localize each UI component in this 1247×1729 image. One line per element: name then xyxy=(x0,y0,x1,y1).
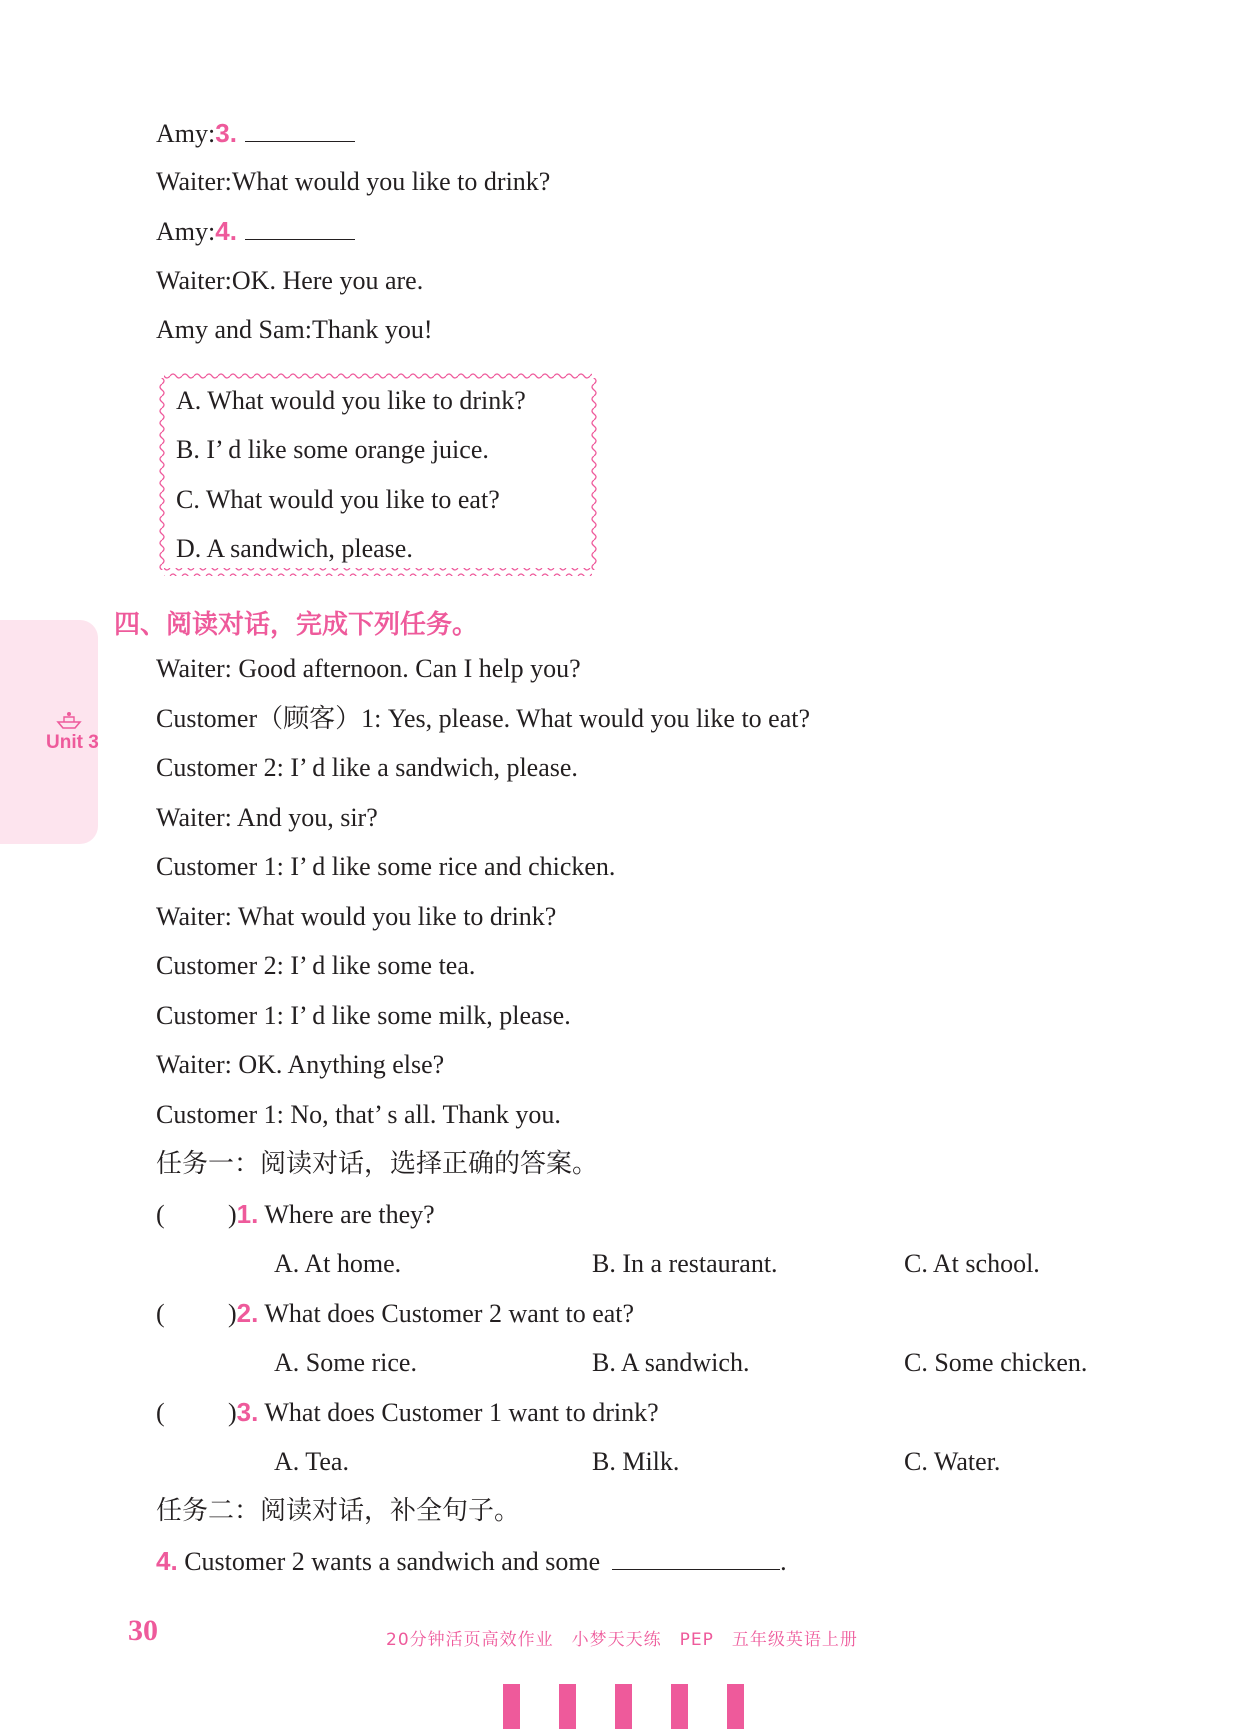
task2-heading: 任务二：阅读对话，补全句子。 xyxy=(156,1496,521,1526)
dialogue-line: Customer（顾客）1: Yes, please. What would you like to eat? xyxy=(156,704,811,733)
dialogue-line: Waiter:OK. Here you are. xyxy=(156,266,424,295)
task1-heading: 任务一：阅读对话，选择正确的答案。 xyxy=(156,1149,599,1179)
choice-c: C. At school. xyxy=(904,1249,1040,1278)
dialogue-line: Amy and Sam:Thank you! xyxy=(156,315,433,344)
option-b: B. I’ d like some orange juice. xyxy=(176,435,489,464)
choice-b: B. In a restaurant. xyxy=(592,1249,778,1278)
answer-blank[interactable] xyxy=(612,1547,780,1570)
answer-paren[interactable]: ( xyxy=(156,1398,165,1427)
dialogue-line: Customer 1: I’ d like some milk, please. xyxy=(156,1001,571,1030)
page-number: 30 xyxy=(128,1614,158,1647)
unit-label: Unit 3 xyxy=(46,732,99,753)
choice-c: C. Water. xyxy=(904,1447,1001,1476)
footer-bar xyxy=(727,1684,744,1729)
answer-blank[interactable] xyxy=(245,119,355,142)
question-number: 4. xyxy=(215,216,237,246)
option-a: A. What would you like to drink? xyxy=(176,386,526,415)
dialogue-line: Waiter: What would you like to drink? xyxy=(156,902,557,931)
section-heading: 四、阅读对话，完成下列任务。 xyxy=(114,610,479,640)
option-d: D. A sandwich, please. xyxy=(176,534,413,563)
question-number: 1. xyxy=(236,1199,259,1229)
question-2: ( )2. What does Customer 2 want to eat? xyxy=(156,1298,635,1328)
dialogue-line: Customer 2: I’ d like a sandwich, please. xyxy=(156,753,578,782)
question-number: 4. xyxy=(156,1546,178,1576)
dialogue-line: Waiter: OK. Anything else? xyxy=(156,1050,445,1079)
footer-bar xyxy=(671,1684,688,1729)
footer-text: 20分钟活页高效作业 小梦天天练 PEP 五年级英语上册 xyxy=(386,1630,858,1650)
footer-bar xyxy=(615,1684,632,1729)
question-number: 3. xyxy=(215,118,237,148)
question-number: 3. xyxy=(236,1397,259,1427)
choice-b: B. Milk. xyxy=(592,1447,680,1476)
footer-bar xyxy=(503,1684,520,1729)
dialogue-line-amy-4: Amy:4. xyxy=(156,216,355,247)
dialogue-line: Waiter: And you, sir? xyxy=(156,803,378,832)
footer-bar xyxy=(559,1684,576,1729)
dialogue-line-amy-3: Amy:3. xyxy=(156,118,355,149)
boat-icon xyxy=(56,710,82,730)
question-number: 2. xyxy=(236,1298,259,1328)
answer-paren[interactable]: ( xyxy=(156,1299,165,1328)
option-c: C. What would you like to eat? xyxy=(176,485,500,514)
task2-sentence: 4. Customer 2 wants a sandwich and some . xyxy=(156,1546,787,1576)
question-1: ( )1. Where are they? xyxy=(156,1199,435,1229)
answer-blank[interactable] xyxy=(245,217,355,240)
dialogue-line: Customer 1: I’ d like some rice and chicken. xyxy=(156,852,616,881)
choice-a: A. At home. xyxy=(274,1249,402,1278)
dialogue-line: Customer 2: I’ d like some tea. xyxy=(156,951,476,980)
choice-c: C. Some chicken. xyxy=(904,1348,1088,1377)
choice-a: A. Tea. xyxy=(274,1447,349,1476)
answer-paren[interactable]: ( xyxy=(156,1200,165,1229)
question-3: ( )3. What does Customer 1 want to drink? xyxy=(156,1397,659,1427)
choice-b: B. A sandwich. xyxy=(592,1348,750,1377)
choice-a: A. Some rice. xyxy=(274,1348,417,1377)
dialogue-line: Customer 1: No, that’ s all. Thank you. xyxy=(156,1100,561,1129)
dialogue-line: Waiter: Good afternoon. Can I help you? xyxy=(156,654,581,683)
dialogue-line: Waiter:What would you like to drink? xyxy=(156,167,551,196)
